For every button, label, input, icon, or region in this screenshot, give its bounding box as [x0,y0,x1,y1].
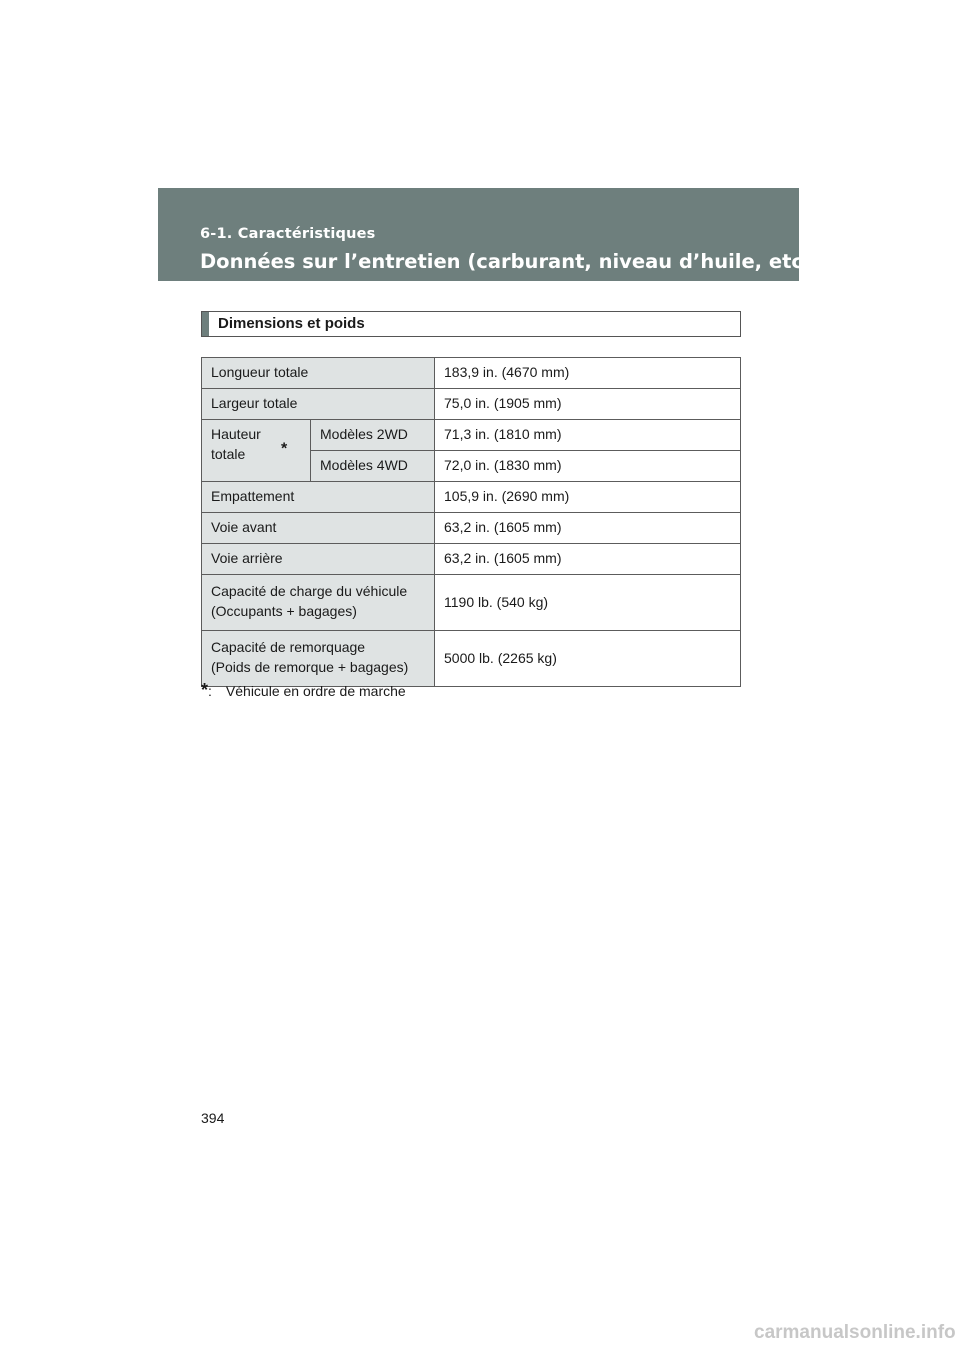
row-label-hauteur [202,420,311,482]
row-label: Largeur totale [202,389,435,420]
subheading-box [201,311,741,337]
row-value: 63,2 in. (1605 mm) [435,513,741,544]
row-label-line2: (Occupants + bagages) [211,603,357,619]
hauteur-label-text: Hauteur totale [211,426,261,462]
page-title: Données sur l’entretien (carburant, niveau d’huile, etc.) [200,250,820,273]
row-label: Voie arrière [202,544,435,575]
row-label: Empattement [202,482,435,513]
table-row [202,575,741,631]
row-value: 183,9 in. (4670 mm) [435,358,741,389]
row-value: 1190 lb. (540 kg) [435,575,741,631]
table-row [202,544,741,575]
row-value: 75,0 in. (1905 mm) [435,389,741,420]
watermark: carmanualsonline.info [754,1322,956,1343]
row-label-multiline [202,575,435,631]
table-row [202,358,741,389]
dimensions-table [201,357,741,687]
footnote-mark: * [201,680,209,700]
footnote-star: * [281,440,288,458]
subheading-title: Dimensions et poids [218,315,365,332]
table-row [202,482,741,513]
row-label-line2: (Poids de remorque + bagages) [211,659,409,675]
section-label: 6-1. Caractéristiques [200,226,376,242]
row-label-multiline [202,631,435,687]
chapter-header-band [158,188,820,281]
row-label-line1: Capacité de charge du véhicule [211,583,408,599]
row-label: Voie avant [202,513,435,544]
row-value: 63,2 in. (1605 mm) [435,544,741,575]
page-number: 394 [201,1110,225,1126]
row-label-line1: Capacité de remorquage [211,639,366,655]
footnote [201,680,406,701]
row-value: 71,3 in. (1810 mm) [435,420,741,451]
sub-row-label: Modèles 2WD [311,420,435,451]
row-value: 72,0 in. (1830 mm) [435,451,741,482]
row-label: Longueur totale [202,358,435,389]
table-row [202,631,741,687]
row-value: 105,9 in. (2690 mm) [435,482,741,513]
footnote-text: Véhicule en ordre de marche [225,683,406,699]
table-row [202,389,741,420]
table-row [202,513,741,544]
footnote-separator: : [208,683,212,699]
row-value: 5000 lb. (2265 kg) [435,631,741,687]
sub-row-label: Modèles 4WD [311,451,435,482]
table-row [202,420,741,451]
subheading-accent-bar [202,312,209,336]
